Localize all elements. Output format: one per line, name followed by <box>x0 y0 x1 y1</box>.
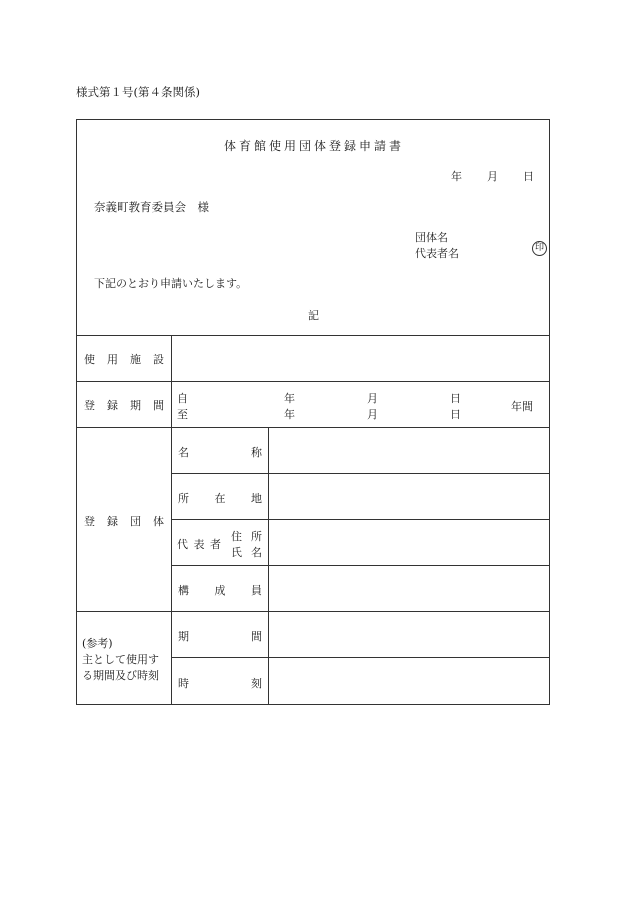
group-address-row-label: 所 在 地 <box>178 492 262 505</box>
to-year-unit: 年 <box>284 408 295 421</box>
divider <box>77 381 549 382</box>
to-month-unit: 月 <box>367 408 378 421</box>
facility-label: 使 用 施 設 <box>84 353 164 366</box>
years-count-unit: 年間 <box>511 400 533 413</box>
application-form-table <box>76 119 550 705</box>
from-month-unit: 月 <box>367 392 378 405</box>
facility-field[interactable] <box>173 337 547 379</box>
form-number: 様式第１号(第４条関係) <box>76 85 200 99</box>
reference-text-line-1: 主として使用す <box>82 653 159 666</box>
usage-term-row-label: 期 間 <box>178 630 262 643</box>
group-name-row-label: 名 称 <box>178 446 262 459</box>
divider <box>171 473 549 474</box>
from-year-unit: 年 <box>284 392 295 405</box>
group-address-field[interactable] <box>270 475 547 517</box>
date-day: 日 <box>523 170 534 183</box>
representative-field[interactable] <box>270 521 547 563</box>
from-day-unit: 日 <box>450 392 461 405</box>
members-field[interactable] <box>270 567 547 609</box>
group-name-field[interactable] <box>270 429 547 471</box>
representative-row-label: 代 表 者 <box>177 538 221 551</box>
group-name-label: 団体名 <box>415 231 448 244</box>
divider <box>77 427 549 428</box>
period-from-label: 自 <box>177 392 188 405</box>
date-month: 月 <box>487 170 498 183</box>
representative-address-sublabel: 住 所 <box>231 530 262 543</box>
usage-term-field[interactable] <box>270 613 547 655</box>
period-label: 登 録 期 間 <box>84 399 164 412</box>
usage-time-field[interactable] <box>270 659 547 702</box>
reference-text-line-2: る期間及び時刻 <box>82 669 159 682</box>
to-day-unit: 日 <box>450 408 461 421</box>
divider <box>77 611 549 612</box>
usage-time-row-label: 時 刻 <box>178 677 262 690</box>
ki-heading: 記 <box>308 309 319 322</box>
divider <box>171 519 549 520</box>
addressee: 奈義町教育委員会 様 <box>94 200 209 214</box>
divider <box>171 335 172 704</box>
form-title: 体育館使用団体登録申請書 <box>223 139 404 153</box>
representative-name-label: 代表者名 <box>415 247 459 260</box>
date-year: 年 <box>451 170 462 183</box>
divider <box>171 657 549 658</box>
representative-name-sublabel: 氏 名 <box>231 546 262 559</box>
members-row-label: 構 成 員 <box>178 584 262 597</box>
seal-mark-icon: 印 <box>532 241 547 256</box>
request-statement: 下記のとおり申請いたします。 <box>94 277 248 290</box>
period-to-label: 至 <box>177 408 188 421</box>
registered-group-label: 登 録 団 体 <box>84 515 164 528</box>
divider <box>171 565 549 566</box>
reference-heading: (参考) <box>82 637 113 650</box>
divider <box>77 335 549 336</box>
divider <box>268 427 269 704</box>
